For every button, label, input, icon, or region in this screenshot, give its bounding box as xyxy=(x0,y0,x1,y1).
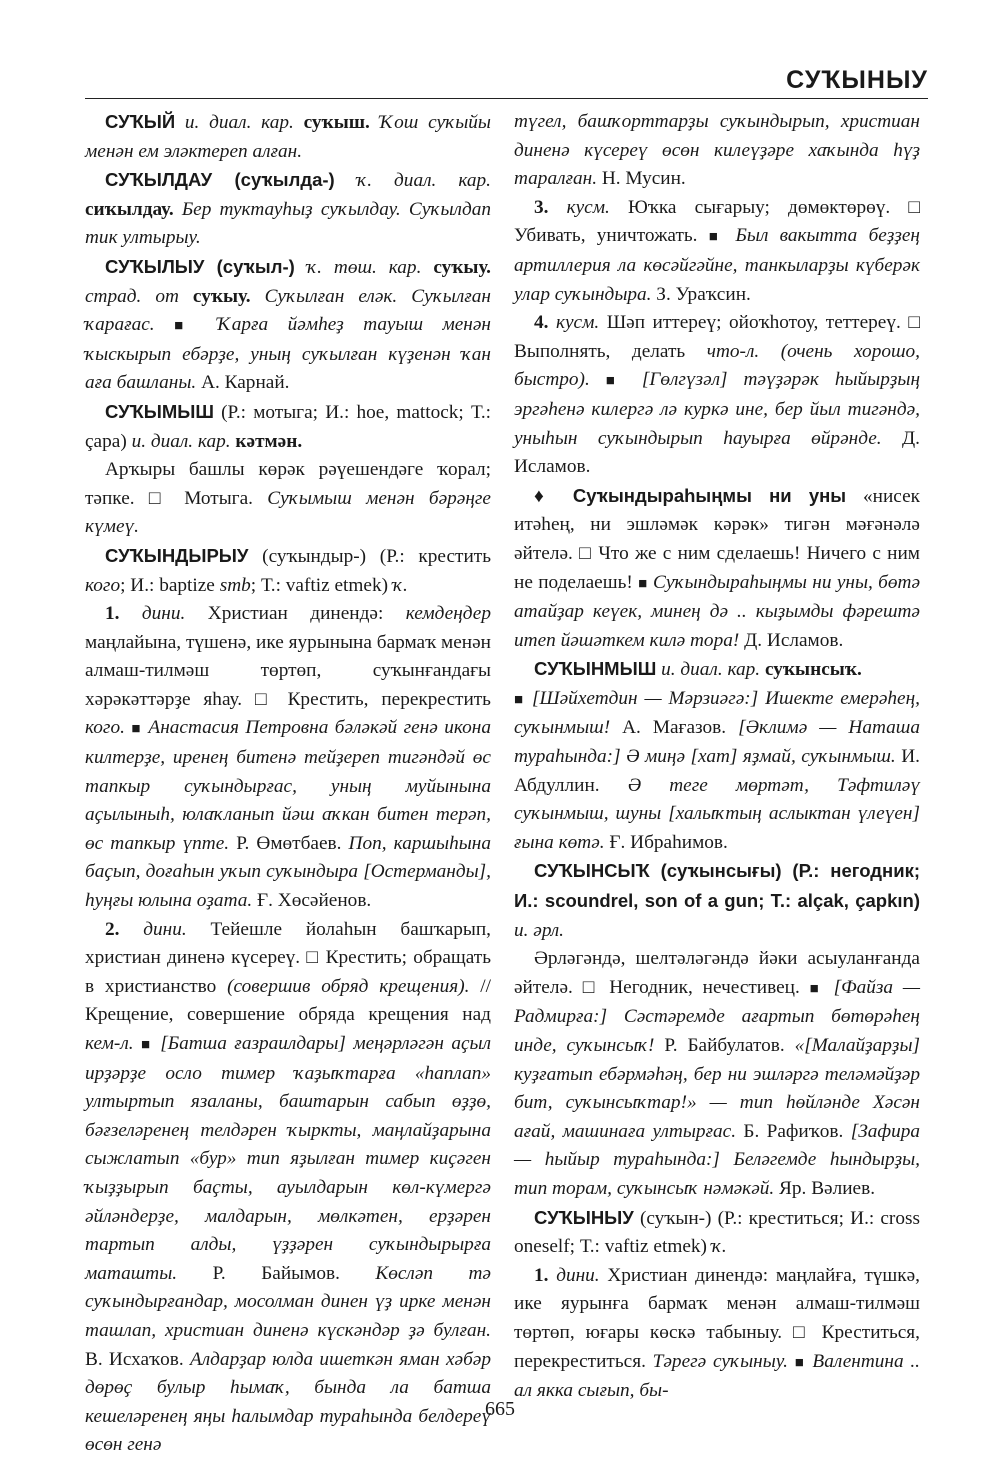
grammar-label: и. диал. кар. xyxy=(131,430,231,452)
phrase-headword: Суҡындыраһыңмы ни уны xyxy=(572,484,847,506)
reference-word: суҡыу. xyxy=(192,285,251,307)
sense-number: 2. xyxy=(105,918,120,940)
russian-gloss: Что же с ним сделаешь! Ничего с ним не поделаешь! xyxy=(514,542,921,593)
box-marker: □ xyxy=(254,688,275,710)
headword: СУҠЫЛЫУ xyxy=(105,255,205,277)
box-marker: □ xyxy=(306,947,320,969)
grammar-label: ҡ. xyxy=(711,1236,727,1258)
grammar-label: и. әрл. xyxy=(514,919,564,941)
box-marker: □ xyxy=(582,976,600,998)
author: Р. Байбулатов. xyxy=(654,1035,795,1056)
quotation: [Әклимә — Наташа тураһында:] Ә миңә [хат] яҙмай, суҡынмыш. xyxy=(514,717,920,768)
entry-sukynsyk xyxy=(514,857,920,945)
author: А. Мағазов. xyxy=(610,717,739,739)
header-rule xyxy=(85,98,928,99)
entry-sukyldau xyxy=(85,166,491,253)
grammar-label: и. диал. кар. xyxy=(175,112,304,133)
usage-label: дини. xyxy=(143,918,187,940)
author: Р. Байымов. xyxy=(177,1262,376,1284)
author: А. Карнай. xyxy=(196,372,290,394)
square-marker: ■ xyxy=(605,373,626,390)
entry-sukyndyryu: СУҠЫНДЫРЫУ (суҡындыр-) (Р.: крестить кого; И.: baptize smb; Т.: vaftiz etmek) ҡ. xyxy=(85,544,491,596)
russian-gloss: Негодник, нечестивец. xyxy=(609,976,810,998)
stem: (суҡыл-) xyxy=(204,255,308,277)
phraseology xyxy=(514,482,920,656)
quotation: Валентина .. ал якка сығып, бы- xyxy=(514,1350,920,1402)
russian-gloss: Крестить, перекрестить xyxy=(287,688,491,710)
russian-gloss: Выполнять, делать xyxy=(514,340,707,362)
quotation: [Файза — Радмирға:] Сәстәремде ағартып бөтөрәһең инде, суҡынсыҡ! xyxy=(514,976,920,1056)
author: В. Исхаҡов. xyxy=(85,1348,190,1370)
russian-gloss: Убивать, уничтожать. xyxy=(514,225,709,247)
square-marker: ■ xyxy=(708,229,725,246)
headword: СУҠЫЙ xyxy=(105,111,176,132)
quotation: Суҡындыраһыңмы ни уны, бөтә атайҙар кеүек, минең дә .. кыҙымды фәрештә итеп йәшәткем килә тора! xyxy=(514,571,921,651)
author: Н. Мусин. xyxy=(597,168,686,190)
reference-word: суҡынсыҡ. xyxy=(764,659,862,681)
quotation: [Гөлгүзәл] тәүҙәрәк һыйырҙың эргәһенә килергә лә куркә ине, бер йыл тигәндә, уныһын суҡындырып һауырға өйрәнде. xyxy=(514,369,921,449)
box-marker: □ xyxy=(148,487,170,509)
headword: СУҠЫНЫУ xyxy=(534,1206,634,1228)
definition: Христиан динендә: маңлайға, түшкә, ике яурынға бармаҡ менән алмаш-тилмәш төртөп, юғары көскә табыныу. xyxy=(514,1264,920,1343)
page-number: 665 xyxy=(485,1398,515,1420)
sense-number: 1. xyxy=(534,1264,549,1286)
square-marker: ■ xyxy=(638,575,648,592)
definition: Тейешле йолаһын башҡарып, христиан диненә күсереү. xyxy=(85,918,491,969)
equivalents: (Р.: мотыга; И.: hoe, mattock; Т.: çapa) xyxy=(85,401,491,452)
usage-label: кусм. xyxy=(555,312,600,334)
sense-number: 1. xyxy=(105,603,120,625)
quotation: Ә теге мөртәт, Тәфтиләү суҡынмыш, шуны [халыҡтың аслыктан үлеүен] ғына көтә. xyxy=(514,774,920,853)
quotation: [Шәйхетдин — Мәрзиәгә:] Ишекте емерәһең, суҡынмыш! xyxy=(514,687,920,739)
author: Ғ. Хөсәйенов. xyxy=(252,890,372,912)
equivalents: (суҡындыр-) (Р.: крестить xyxy=(248,545,491,567)
definition: Арҡыры башлы көрәк рәүешендәге ҡорал; тәпке. xyxy=(85,459,491,509)
grammar-label: и. диал. кар. xyxy=(656,659,765,681)
author: Р. Өмөтбаев. xyxy=(229,832,349,854)
headword: СУҠЫНМЫШ xyxy=(534,658,657,680)
example: Тәрегә суҡыныу. xyxy=(652,1350,788,1372)
quotation: Көсләп тә суҡындырғандар, мосолман динен үҙ ирке менән ташлап, христиан диненә күскәндәр ҙә булған. xyxy=(85,1262,491,1341)
author: Д. Исламов. xyxy=(514,427,920,478)
sense-4: 4. кусм. Шәп иттереү; ойоҡһотоу, теттереү. □ Выполнять, делать что-л. (очень хорошо, быстро). ■ [Гөлгүзәл] тәүҙәрәк һыйырҙың эргәһенә килергә лә куркә ине, бер йыл тигәндә, уныһын суҡындырып һауырға өйрәнде. Д. Исламов. xyxy=(514,312,921,478)
diamond-marker: ♦ xyxy=(534,485,556,507)
definition: Шәп иттереү; ойоҡһотоу, теттереү. xyxy=(599,312,909,334)
grammar-label: ҡ. төш. кар. xyxy=(307,256,422,278)
author: Б. Рафиҡов. xyxy=(736,1120,851,1142)
example: Ҡош суҡыйы менән ем эләктереп алған. xyxy=(85,112,491,162)
quotation: [Батша ғазраилдары] меңәрләгән аҫыл ирҙәрҙе осло тимер ҡаҙыҡтарға «һаплап» ултыртып язаланы, баштарын сабып өҙҙө, бәғзеләренең телдәрен ҡыркты, маңлайҙарына сыжлатып «бур» тип яҙылған тимер киҫәген ҡыҙҙырып баҫты, ауылдарын көл-күмергә әйләндерҙе, малдарын, мөлкәтен, ерҙәрен тартып алды, үҙҙәрен суҡындырырға маташты. xyxy=(85,1033,492,1284)
quotation: түгел, башҡорттарҙы суҡындырып, христиан диненә күсереү өсөн килеүҙәре хаҡында һүҙ таралған. xyxy=(514,111,920,190)
entry-sukyy xyxy=(85,108,491,166)
entry-sukynsyk-definition xyxy=(514,945,920,1203)
russian-gloss: Мотыга. xyxy=(184,487,253,509)
left-column xyxy=(85,108,491,1460)
sense-1: 1. дини. Христиан динендә: кемдеңдер маңлайына, түшенә, ике яурынына бармаҡ менән алмаш-тилмәш төртөп, суҡынғандағы хәрәкәттәрҙе яһау. □ Крестить, перекрестить кого. ■ Анастасия Петровна бәләкәй генә икона килтерҙе, иренең битенә тейҙереп тигәндәй өс тапкыр суҡындырғас, уның муйынына аҫылыныһ, юлаҡланып йәш аҡкан битен терәп, өс тапкыр үпте. Р. Өмөтбаев. Поп, каршыһына баҫып, доғаһын уҡып суҡындыра [Остерманды], һуңғы юлына оҙата. Ғ. Хөсәйенов. xyxy=(85,603,491,912)
reference-word: суҡыу. xyxy=(433,256,491,278)
stem: (суҡылда-) xyxy=(212,169,358,191)
square-marker: ■ xyxy=(514,691,526,708)
entry-sukymysh-definition xyxy=(85,456,491,542)
russian-gloss: Крестить; обращать в христианство xyxy=(85,947,492,997)
usage-label: кусм. xyxy=(566,196,610,218)
square-marker: ■ xyxy=(141,1037,153,1053)
stem: (суҡынсығы) (Р.: негодник; И.: scoundrel, son of a gun; Т.: alçak, çapkın) xyxy=(514,860,920,912)
author: Ғ. Ибраһимов. xyxy=(604,831,728,853)
quotation-continuation xyxy=(514,108,920,194)
definition: Христиан динендә: xyxy=(185,603,406,625)
quotation: [Зафира — һыйыр тураһында:] Беләгемде һындырҙы, тип торам, суҡынсыҡ нәмәкәй. xyxy=(514,1120,920,1199)
definition: Юҡка сығарыу; дөмөктөрөү. xyxy=(609,196,909,218)
entry-sukynmysh xyxy=(514,655,920,857)
right-column xyxy=(514,108,920,1406)
quotation: «[Малайҙарҙы] куҙғатып ебәрмәһәң, бер ни эшләргә теләмәйҙәр бит, суҡынсыҡтар!» — тип һөйләнде Хәсән ағай, машинаға ултырғас. xyxy=(514,1035,921,1142)
sense-2: 2. дини. Тейешле йолаһын башҡарып, христиан диненә күсереү. □ Крестить; обращать в христианство (совершив обряд крещения). // Крещение, совершение обряда крещения над кем-л. ■ [Батша ғазраилдары] меңәрләгән аҫыл ирҙәрҙе осло тимер ҡаҙыҡтарға «һаплап» ултыртып язаланы, баштарын сабып өҙҙө, бәғзеләренең телдәрен ҡыркты, маңлайҙарына сыжлатып «бур» тип яҙылған тимер киҫәген ҡыҙҙырып баҫты, ауылдарын көл-күмергә әйләндерҙе, малдарын, мөлкәтен, ерҙәрен тартып алды, үҙҙәрен суҡындырырға маташты. Р. Байымов. Көсләп тә суҡындырғандар, мосолман динен үҙ ирке менән ташлап, христиан диненә күскәндәр ҙә булған. В. Исхаҡов. Алдарҙар юлда ишеткән яман хәбәр дөрөҫ булыр һымаҡ, бында ла батша кешеләренең яңы һалымдар тураһында белдереү өсөн генә xyxy=(85,918,492,1456)
sense-number: 4. xyxy=(534,312,549,334)
usage-label: дини. xyxy=(556,1264,600,1286)
square-marker: ■ xyxy=(131,721,142,738)
quotation: Ҡарға йәмһеҙ тауыш менән ҡыскырып ебәрҙе, уның суҡылған күҙенән ҡан аға башланы. xyxy=(85,314,491,394)
russian-gloss: Креститься, перекреститься. xyxy=(514,1321,920,1372)
grammar-label: ҡ. xyxy=(392,574,408,596)
grammar-label: ҡ. диал. кар. xyxy=(357,170,491,192)
entry-sukylyu xyxy=(85,253,491,398)
square-marker: ■ xyxy=(794,1354,806,1371)
reference-word: кәтмән. xyxy=(235,430,303,452)
square-marker: ■ xyxy=(174,318,198,335)
reference-word: суҡыш. xyxy=(303,112,370,133)
usage-label: дини. xyxy=(141,603,186,625)
box-marker: □ xyxy=(908,312,920,334)
headword: СУҠЫНСЫҠ xyxy=(534,860,650,882)
author: Яр. Вәлиев. xyxy=(774,1177,876,1199)
box-marker: □ xyxy=(793,1321,811,1343)
author: З. Ураҡсин. xyxy=(651,283,751,305)
example: Суҡылған еләк. Суҡылған ҡарағас. xyxy=(85,285,491,336)
example: Бер туктауһыҙ суҡылдау. Суҡылдап тик ултырыу. xyxy=(85,198,491,249)
quotation: Был вакытта беҙҙең артиллерия ла көсәйгәйне, танкыларҙы күберәк улар суҡындыра. xyxy=(514,225,920,305)
headword: СУҠЫНДЫРЫУ xyxy=(105,544,249,566)
author: Д. Исламов. xyxy=(739,629,844,651)
definition: Әрләгәндә, шелтәләгәндә йәки асыуланғанда әйтелә. xyxy=(514,948,920,998)
square-marker: ■ xyxy=(809,980,824,997)
box-marker: □ xyxy=(908,196,920,218)
headword: СУҠЫМЫШ xyxy=(105,400,214,422)
quotation: Анастасия Петровна бәләкәй генә икона килтерҙе, иренең битенә тейҙереп тигәндәй өс тапкыр суҡындырғас, уның муйынына аҫылыныһ, юлаҡланып йәш аҡкан битен терәп, өс тапкыр үпте. xyxy=(85,717,491,854)
quotation: Поп, каршыһына баҫып, доғаһын уҡып суҡындыра [Остерманды], һуңғы юлына оҙата. xyxy=(85,832,491,912)
russian-gloss: страд. от xyxy=(85,285,193,307)
sense-1 xyxy=(514,1262,920,1406)
example: Суҡымыш менән бәрәңге күмеү. xyxy=(85,487,491,538)
quotation: Алдарҙар юлда ишеткән яман хәбәр дөрөҫ булыр һымаҡ, бында ла батша кешеләренең яңы һалымдар тураһында белдереү өсөн генә xyxy=(85,1348,491,1456)
sense-number: 3. xyxy=(534,196,549,218)
author: И. Абдуллин. xyxy=(514,746,920,796)
entry-sukymysh xyxy=(85,398,491,456)
reference-word: сиҡылдау. xyxy=(85,198,174,220)
headword: СУҠЫЛДАУ xyxy=(105,169,213,191)
entry-sukynyu xyxy=(514,1204,920,1262)
equivalents: (суҡын-) (Р.: креститься; И.: cross oneself; Т.: vaftiz etmek) xyxy=(514,1207,920,1258)
sense-3 xyxy=(514,194,920,309)
box-marker: □ xyxy=(579,542,593,564)
definition: «нисек итәһең, ни эшләмәк кәрәк» тигән мәғәнәлә әйтелә. xyxy=(514,485,920,564)
running-head: СУҠЫНЫУ xyxy=(786,66,928,94)
